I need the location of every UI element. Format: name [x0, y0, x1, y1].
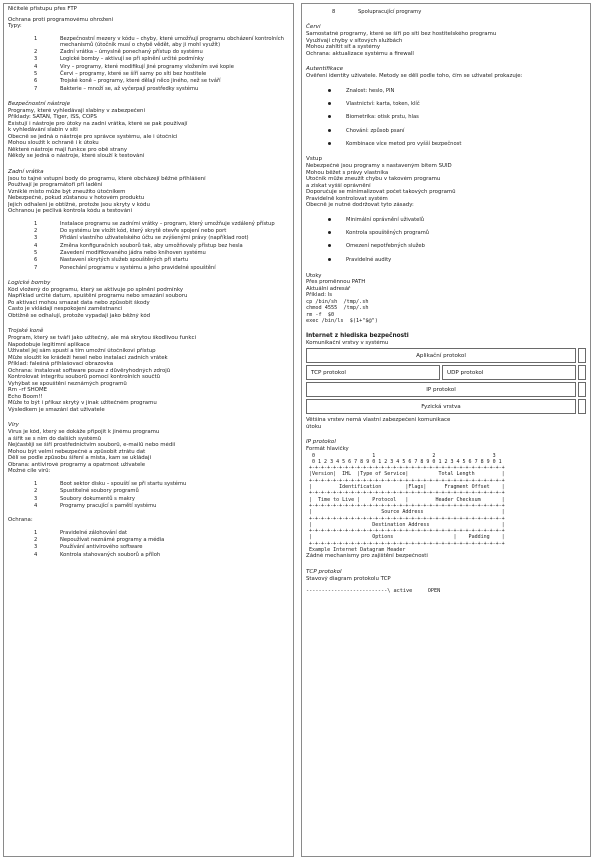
section-heading: Trojské koně	[8, 328, 44, 335]
ip-header-line: |Version| IHL |Type of Service| Total Length |	[306, 471, 505, 478]
text-line: Většina vrstev nemá vlastní zabezpečení komunikace	[306, 417, 451, 424]
text-line: Echo Boom!!	[8, 393, 43, 400]
text-line: Ochrana: aktualizace systému a firewall	[306, 50, 414, 57]
text-line: Útočník může zneužít chybu v takovém programu	[306, 176, 441, 183]
ip-header-line: Example Internet Datagram Header	[306, 547, 406, 554]
ip-header-line: +-+-+-+-+-+-+-+-+-+-+-+-+-+-+-+-+-+-+-+-+-+-+-+-+-+-+-+-+-+-+-+-+	[306, 515, 505, 522]
text-line: Ověření identity uživatele. Metody se dělí podle toho, čím se uživatel prokazuje:	[306, 73, 523, 80]
ip-header-line: | Time to Live | Protocol | Header Checksum |	[306, 496, 505, 503]
list-item: 4 Změna konfiguračních souborů tak, aby umožňovaly přístup bez hesla	[34, 242, 243, 249]
list-item: 2 Spustitelné soubory programů	[34, 488, 139, 495]
code-line: cp /bin/sh /tmp/.sh	[306, 298, 369, 305]
text-line: Ochrana: instalovat software pouze z důvěryhodných zdrojů	[8, 367, 171, 374]
text-line: Vyhýbat se spouštění neznámých programů	[8, 380, 127, 387]
text-line: Existují i nástroje pro útoky na zadní vrátka, které se pak používají	[8, 120, 188, 127]
ip-header-line: 0 1 2 3	[306, 452, 496, 459]
text-line: Doporučuje se minimalizovat počet takových programů	[306, 189, 456, 196]
text-line: Po aktivaci mohou smazat data nebo způsobit škody	[8, 299, 150, 306]
text-line: Používají je programátoři při ladění	[8, 182, 103, 189]
diagram-box-udp: UDP protokol	[442, 365, 576, 380]
text-line: Pravidelně kontrolovat systém	[306, 195, 388, 202]
types-list	[8, 36, 289, 92]
text-line: Virus je kód, který se dokáže připojit k jinému programu	[8, 429, 160, 436]
ip-header-line: +-+-+-+-+-+-+-+-+-+-+-+-+-+-+-+-+-+-+-+-+-+-+-+-+-+-+-+-+-+-+-+-+	[306, 540, 505, 547]
list-item: 1 Boot sektor disku – spouští se při startu systému	[34, 480, 187, 487]
section-heading: Vstup	[306, 156, 323, 163]
section-heading: Útoky	[306, 272, 322, 279]
list-item: 3 Soubory dokumentů s makry	[34, 495, 135, 502]
ip-header-line: | Options | Padding |	[306, 534, 505, 541]
intro-line: Typy:	[8, 23, 22, 29]
ip-header-line: 0 1 2 3 4 5 6 7 8 9 0 1 2 3 4 5 6 7 8 9 0 1 2 3 4 5 6 7 8 9 0 1	[306, 458, 502, 465]
diagram-side-box	[578, 365, 586, 380]
text-line: Komunikační vrstvy v systému	[306, 339, 389, 346]
section-heading: Autentifikace	[306, 66, 344, 73]
bullet-icon	[328, 258, 331, 261]
text-line: Obrana: antivirové programy a opatrnost uživatele	[8, 461, 146, 468]
list-item: 6 Nastavení skrytých služeb spouštěných při startu	[34, 257, 189, 264]
right-column	[301, 3, 591, 857]
setuid-list	[306, 217, 586, 263]
text-line: Mohou sloužit k ochraně i k útoku	[8, 140, 99, 147]
bullet-icon	[328, 115, 331, 118]
text-line: Aktuální adresář	[306, 285, 351, 292]
list-item: Vlastnictví: karta, token, klíč	[306, 101, 586, 107]
diagram-side-box	[578, 382, 586, 397]
text-line: k vyhledávání slabin v síti	[8, 127, 78, 134]
ip-header-line: +-+-+-+-+-+-+-+-+-+-+-+-+-+-+-+-+-+-+-+-+-+-+-+-+-+-+-+-+-+-+-+-+	[306, 528, 505, 535]
section-heading: Bezpečnostní nástroje	[8, 100, 71, 107]
text-line: Samostatné programy, které se šíří po síti bez hostitelského programu	[306, 31, 497, 38]
list-item: 4 Programy pracující s pamětí systému	[34, 502, 157, 509]
list-item: Kombinace více metod pro vyšší bezpečnost	[306, 141, 586, 147]
ip-header-line: | Identification |Flags| Fragment Offset |	[306, 484, 505, 491]
list-item: 2 Zadní vrátka – úmyslně ponechaný přístup do systému	[34, 49, 203, 56]
text-line: Možné cíle virů:	[8, 468, 51, 475]
ip-header-line: | Source Address |	[306, 509, 505, 516]
text-line: Kontrolovat integritu souborů pomocí kontrolních součtů	[8, 374, 161, 381]
list-item: 4 Kontrola stahovaných souborů a příloh	[34, 551, 161, 558]
list-item: Chování: způsob psaní	[306, 128, 586, 134]
list-item: 7 Bakterie – množí se, až vyčerpají prostředky systému	[34, 85, 199, 92]
ip-header-line: +-+-+-+-+-+-+-+-+-+-+-+-+-+-+-+-+-+-+-+-+-+-+-+-+-+-+-+-+-+-+-+-+	[306, 465, 505, 472]
ip-header-line: +-+-+-+-+-+-+-+-+-+-+-+-+-+-+-+-+-+-+-+-+-+-+-+-+-+-+-+-+-+-+-+-+	[306, 490, 505, 497]
text-line: Formát hlavičky	[306, 446, 349, 453]
text-line: Mohou zahltit síť a systémy	[306, 44, 381, 51]
text-line: Příklady: SATAN, Tiger, ISS, COPS	[8, 114, 97, 121]
text-line: Obecně se jedná o nástroje pro správce systému, ale i útočníci	[8, 133, 178, 140]
diagram-box-phys: Fyzická vrstva	[306, 399, 576, 414]
tcp-state-line: --------------------------\ active OPEN	[306, 588, 441, 595]
code-line: exec /bin/ls $(1+"$@")	[306, 318, 378, 325]
diagram-side-box	[578, 348, 586, 363]
text-line: Obtížně se odhalují, protože vypadají jako běžný kód	[8, 312, 151, 319]
text-line: Napodobuje legitimní aplikace	[8, 341, 90, 348]
ip-header-line: +-+-+-+-+-+-+-+-+-+-+-+-+-+-+-+-+-+-+-+-+-+-+-+-+-+-+-+-+-+-+-+-+	[306, 502, 505, 509]
text-line: Například určité datum, spuštění programu nebo smazání souboru	[8, 293, 188, 300]
diagram-box-ip: IP protokol	[306, 382, 576, 397]
text-line: Mohou běžet s právy vlastníka	[306, 169, 389, 176]
section-heading: IP protokol	[306, 439, 336, 446]
list-item: Znalost: heslo, PIN	[306, 88, 586, 94]
section-heading: Viry	[8, 422, 19, 429]
text-line: Někdy se jedná o nástroje, které slouží k testování	[8, 153, 145, 160]
list-item: Pravidelné audity	[306, 257, 586, 263]
section-heading: Internet z hlediska bezpečnosti	[306, 332, 409, 339]
text-line: Nejčastěji se šíří prostřednictvím souborů, e-mailů nebo médií	[8, 442, 176, 449]
text-line: Dělí se podle způsobu šíření a místa, kam se ukládají	[8, 455, 151, 462]
bullet-icon	[328, 102, 331, 105]
text-line: Často je vkládají nespokojení zaměstnanci	[8, 306, 123, 313]
list-item: Omezení nepotřebných služeb	[306, 243, 586, 249]
text-line: Výsledkem je smazání dat uživatele	[8, 406, 105, 413]
text-line: Kód vložený do programu, který se aktivuje po splnění podmínky	[8, 286, 184, 293]
section-heading: TCP protokol	[306, 568, 342, 575]
text-line: Může sloužit ke krádeži hesel nebo instalaci zadních vrátek	[8, 354, 168, 361]
diagram-box-tcp: TCP protokol	[306, 365, 440, 380]
text-line: Může to být i příkaz skrytý v jinak užitečném programu	[8, 400, 157, 407]
page-title: Ničitelé přístupu přes FTP	[8, 6, 77, 12]
list-item: Minimální oprávnění uživatelů	[306, 217, 586, 223]
bullet-icon	[328, 244, 331, 247]
bullet-icon	[328, 129, 331, 132]
text-line: útoku	[306, 423, 322, 430]
list-item: 3 Používání antivirového software	[34, 544, 143, 551]
list-item: 1 Bezpečnostní mezery v kódu – chyby, které umožňují programu obcházení kontrolních mechanismů (útočník musí o chybě vědět, aby ji mohl využít)	[34, 35, 284, 48]
list-item: 7 Ponechání programu v systému a jeho pravidelné spouštění	[34, 264, 216, 271]
text-line: Nebezpečné jsou programy s nastaveným bitem SUID	[306, 163, 452, 170]
section-heading: Logické bomby	[8, 279, 51, 286]
diagram-side-box	[578, 399, 586, 414]
text-line: a šířit se s ním do dalších systémů	[8, 435, 102, 442]
text-line: Rm –rf SHOME	[8, 387, 48, 394]
intro-line: Ochrana proti programovému ohrožení	[8, 16, 114, 23]
list-item: 2 Nepoužívat neznámé programy a média	[34, 536, 165, 543]
list-item: 6 Trojské koně – programy, které dělají něco jiného, než se tváří	[34, 78, 221, 85]
text-line: Jejich odhalení je obtížné, protože jsou skryty v kódu	[8, 201, 150, 208]
left-column	[3, 3, 294, 857]
list-item: 8 Spolupracující programy	[332, 9, 422, 15]
text-line: a získat vyšší oprávnění	[306, 182, 371, 189]
text-line: Vzniklé místo může být zneužito útočníkem	[8, 188, 126, 195]
defense-list	[8, 530, 289, 558]
text-line: Přes proměnnou PATH	[306, 279, 366, 286]
text-line: Obecně je nutné dodržovat tyto zásady:	[306, 202, 414, 209]
text-line: Žádné mechanismy pro zajištění bezpečnosti	[306, 553, 428, 560]
text-line: Ochranou je pečlivá kontrola kódu a testování	[8, 208, 132, 215]
ip-header-line: | Destination Address |	[306, 521, 505, 528]
defense-label: Ochrana:	[8, 517, 33, 524]
text-line: Příklad: ls	[306, 292, 333, 299]
bullet-icon	[328, 231, 331, 234]
text-line: Program, který se tváří jako užitečný, ale má skrytou škodlivou funkci	[8, 335, 196, 342]
list-item: 2 Do systému lze vložit kód, který skrytě otevře spojení nebo port	[34, 228, 227, 235]
section-heading: Červi	[306, 24, 321, 31]
virus-list	[8, 481, 289, 509]
auth-list	[306, 88, 586, 147]
text-line: Jsou to tajné vstupní body do programu, které obcházejí běžné přihlášení	[8, 175, 206, 182]
text-line: Programy, které vyhledávají slabiny v zabezpečení	[8, 107, 145, 114]
backdoor-list	[8, 221, 289, 271]
list-item: 1 Pravidelné zálohování dat	[34, 529, 128, 536]
diagram-box-app: Aplikační protokol	[306, 348, 576, 363]
text-line: Příklad: falešná přihlašovací obrazovka	[8, 361, 114, 368]
text-line: Využívají chyby v síťových službách	[306, 37, 403, 44]
ip-header-figure	[306, 453, 586, 554]
list-item: 5 Červi – programy, které se šíří samy po síti bez hostitele	[34, 70, 207, 77]
text-line: Nebezpečné, pokud zůstanou v hotovém produktu	[8, 195, 145, 202]
text-line: Mohou být velmi nebezpečné a způsobit ztrátu dat	[8, 448, 146, 455]
ip-header-line: +-+-+-+-+-+-+-+-+-+-+-+-+-+-+-+-+-+-+-+-+-+-+-+-+-+-+-+-+-+-+-+-+	[306, 477, 505, 484]
list-item: Biometrika: otisk prstu, hlas	[306, 114, 586, 120]
section-heading: Zadní vrátka	[8, 168, 44, 175]
text-line: Některé nástroje mají funkce pro obě strany	[8, 146, 128, 153]
list-item: 1 Instalace programu se zadními vrátky – program, který umožňuje vzdálený přístup	[34, 220, 275, 227]
code-line: chmod 4555 /tmp/.sh	[306, 305, 369, 312]
list-item: 3 Přidání vlastního uživatelského účtu se zvýšenými právy (například root)	[34, 235, 249, 242]
bullet-icon	[328, 142, 331, 145]
top-list	[306, 9, 586, 15]
text-line: Stavový diagram protokolu TCP	[306, 575, 391, 582]
list-item: 4 Viry – programy, které modifikují jiné programy vložením své kopie	[34, 63, 234, 70]
protocol-stack-diagram	[306, 348, 586, 414]
list-item: 3 Logické bomby – aktivují se při splnění určité podmínky	[34, 56, 204, 63]
bullet-icon	[328, 89, 331, 92]
list-item: 5 Zavedení modifikovaného jádra nebo knihoven systému	[34, 250, 206, 257]
text-line: Uživatel jej sám spustí a tím umožní útočníkovi přístup	[8, 348, 156, 355]
list-item: Kontrola spouštěných programů	[306, 230, 586, 236]
bullet-icon	[328, 218, 331, 221]
code-line: rm -f $0	[306, 311, 335, 318]
